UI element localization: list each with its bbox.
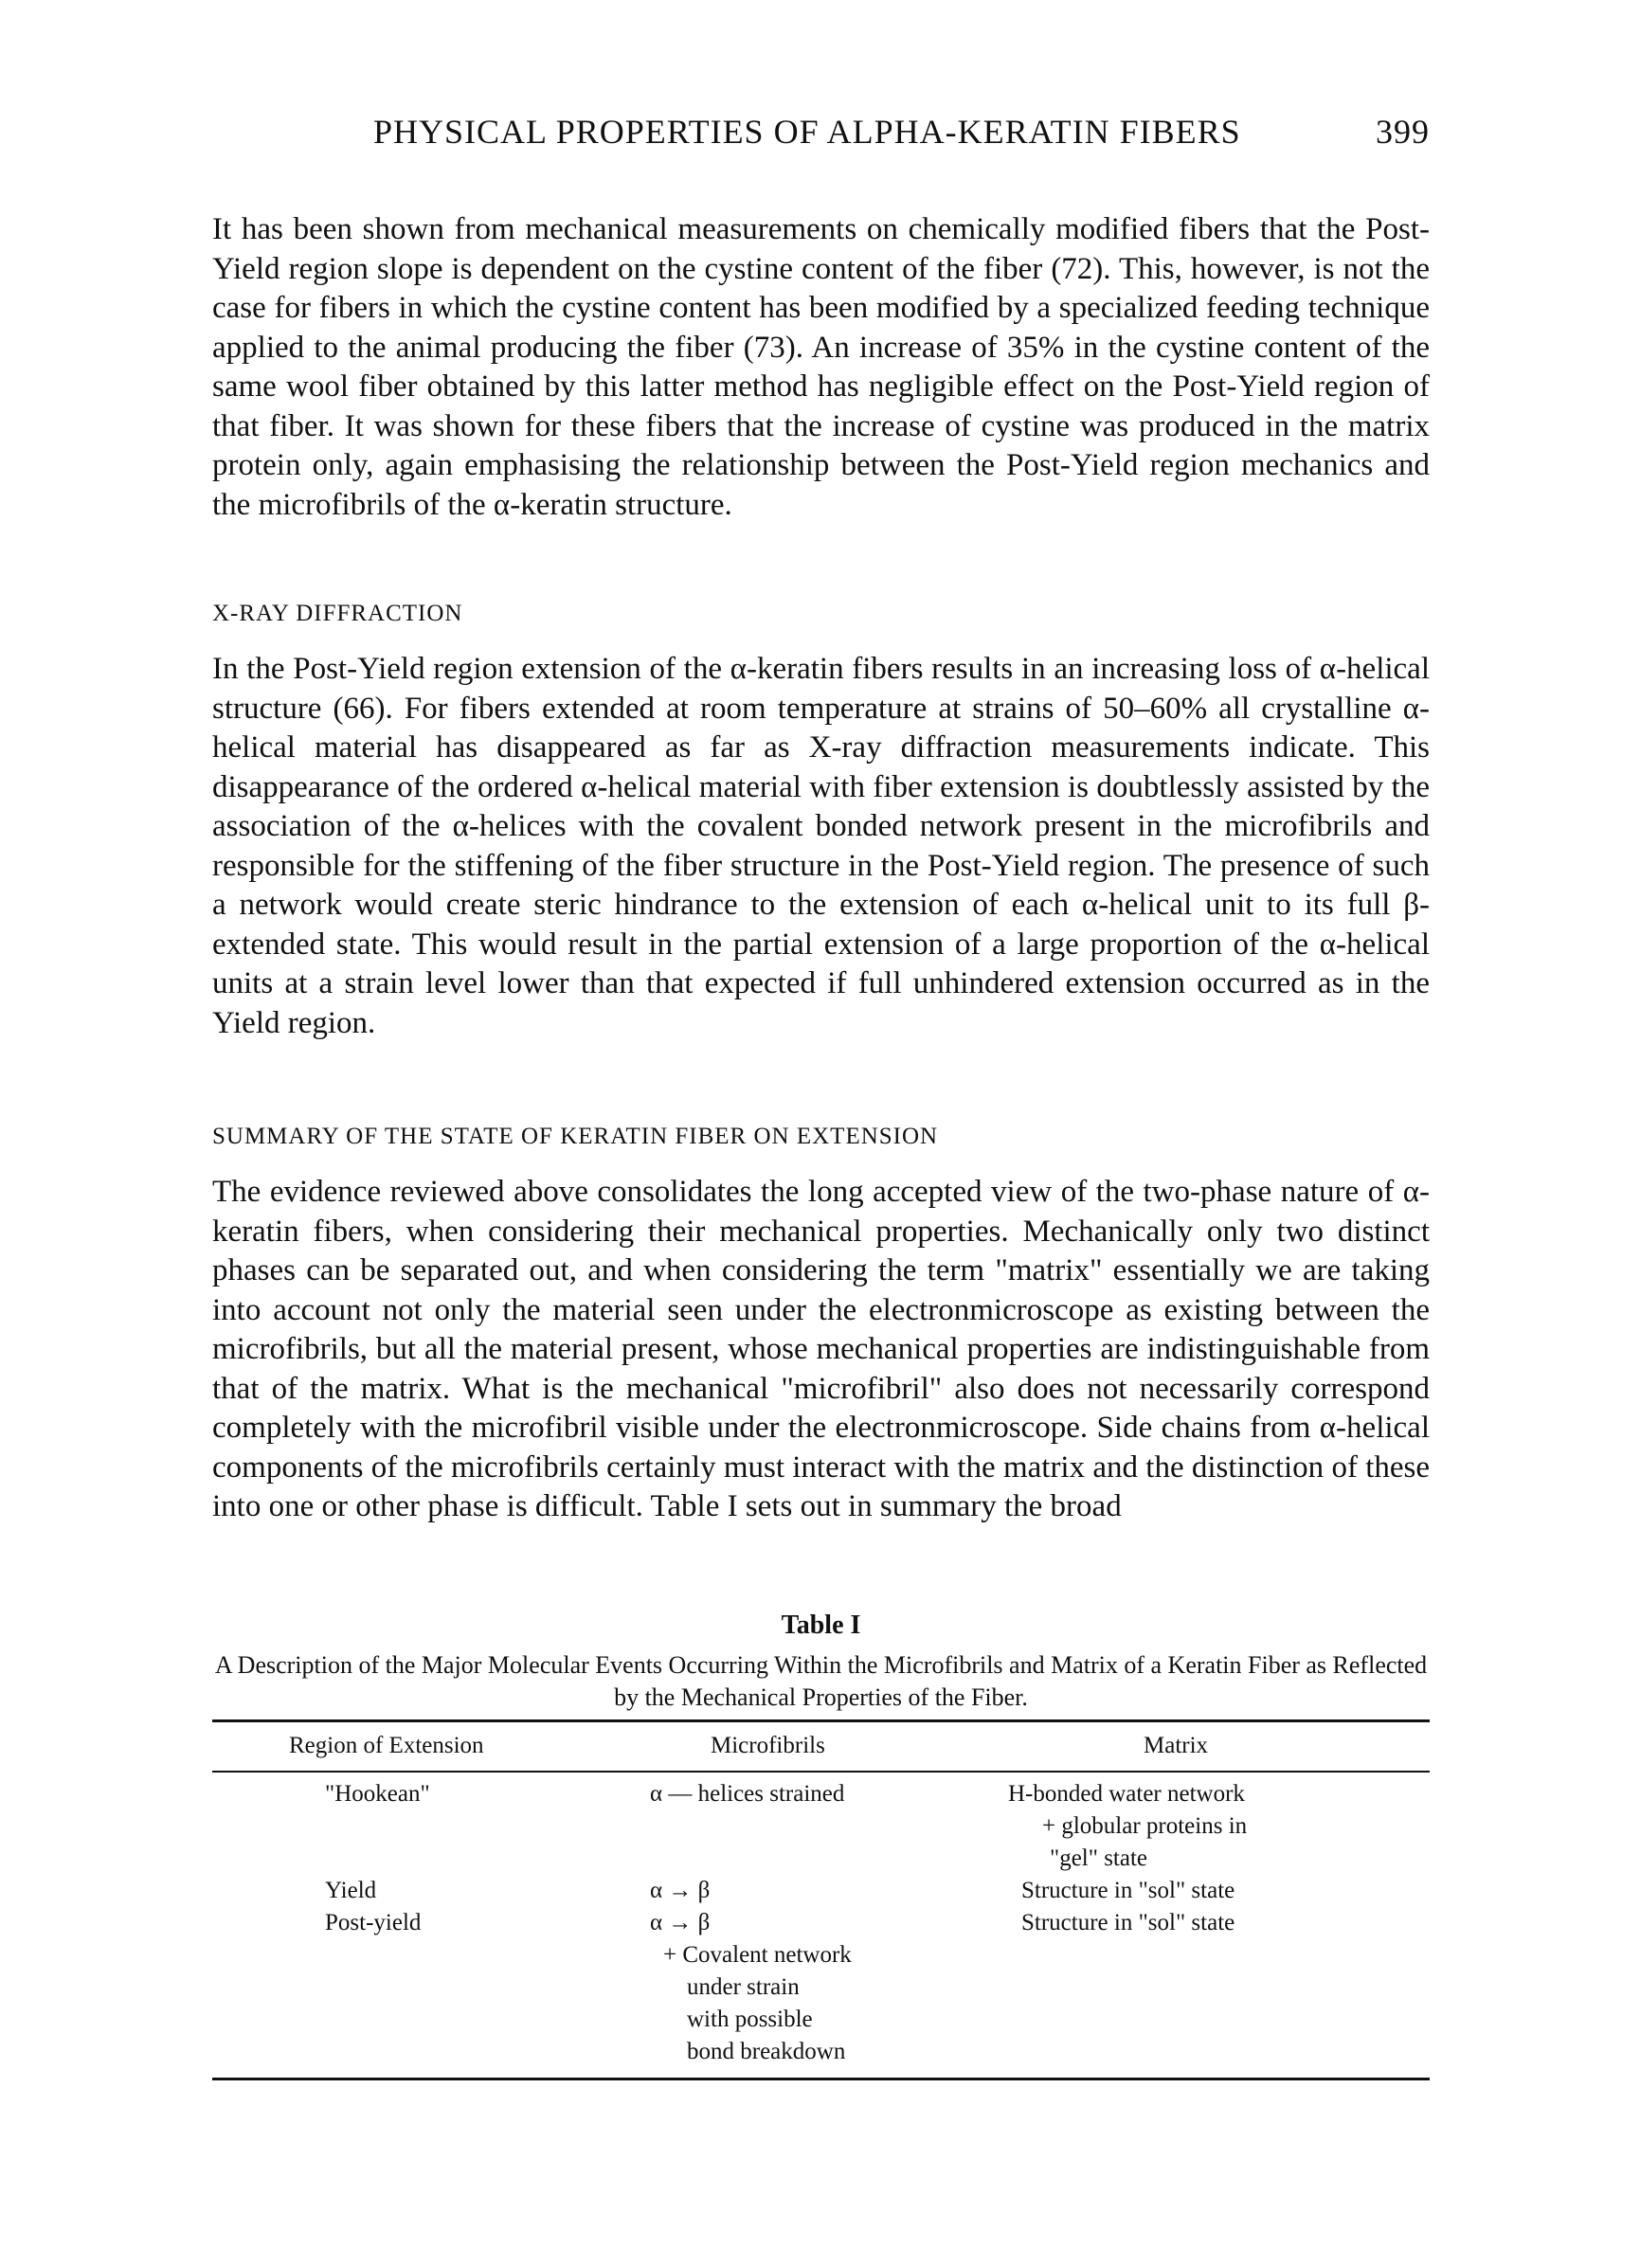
paragraph-summary: The evidence reviewed above consolidates the long accepted view of the two-phase nature of α-keratin fibers, when considering their mechanical properties. Mechanically only two distinct phases can be separated out, and when considering the term "matrix" essentially we are taking into account not only the material seen under the electronmicroscope as existing between the microfibrils, but all the material present, whose mechanical properties are indistinguishable from that of the matrix. What is the mechanical "microfibril" also does not necessarily correspond completely with the microfibril visible under the electronmicroscope. Side chains from α-helical components of the microfibrils certainly must interact with the matrix and the distinction of these into one or other phase is difficult. Table I sets out in summary the broad [212, 1175, 1430, 1523]
table-header-matrix: Matrix [1144, 1733, 1209, 1758]
table-cell-microfibrils: bond breakdown [687, 2039, 846, 2064]
table-cell-microfibrils: α → β [650, 1878, 711, 1903]
paragraph-xray: In the Post-Yield region extension of the α-keratin fibers results in an increasing loss of α-helical structure (66). For fibers extended at room temperature at strains of 50–60% all crystalline α-helical material has disappeared as far as X-ray diffraction measurements indicate. This disappearance of the ordered α-helical material with fiber extension is doubtlessly assisted by the association of the α-helices with the covalent bonded network present in the microfibrils and responsible for the stiffening of the fiber structure in the Post-Yield region. The presence of such a network would create steric hindrance to the extension of each α-helical unit to its full β-extended state. This would result in the partial extension of a large proportion of the α-helical units at a strain level lower than that expected if full unhindered extension occurred as in the Yield region. [212, 652, 1430, 1040]
table-cell-microfibrils: α — helices strained [650, 1781, 845, 1807]
page-header [212, 112, 1430, 159]
table-bottom-rule [212, 2078, 1430, 2080]
paragraph-cystine: It has been shown from mechanical measurements on chemically modified fibers that the Post-Yield region slope is dependent on the cystine content of the fiber (72). This, however, is not the case for fibers in which the cystine content has been modified by a specialized feeding technique applied to the animal producing the fiber (73). An increase of 35% in the cystine content of the same wool fiber obtained by this latter method has negligible effect on the Post-Yield region of that fiber. It was shown for these fibers that the increase of cystine was produced in the matrix protein only, again emphasising the relationship between the Post-Yield region mechanics and the microfibrils of the α-keratin structure. [212, 212, 1430, 522]
table-cell-matrix: H-bonded water network [1008, 1781, 1245, 1807]
table-cell-matrix: Structure in "sol" state [1021, 1910, 1235, 1935]
table-cell-microfibrils: under strain [687, 1974, 800, 2000]
section-heading-summary: SUMMARY OF THE STATE OF KERATIN FIBER ON EXTENSION [212, 1124, 939, 1149]
table-header-region: Region of Extension [289, 1733, 484, 1758]
running-title: PHYSICAL PROPERTIES OF ALPHA-KERATIN FIBERS [373, 113, 1241, 151]
table-header-rule [212, 1771, 1430, 1773]
table-title: Table I [781, 1611, 861, 1640]
table-caption: A Description of the Major Molecular Events Occurring Within the Microfibrils and Matrix of a Keratin Fiber as Reflected by the Mechanical Properties of the Fiber. [214, 1651, 1428, 1711]
table-cell-matrix: + globular proteins in [1042, 1813, 1248, 1839]
table-cell-matrix: "gel" state [1050, 1845, 1148, 1871]
table-cell-matrix: Structure in "sol" state [1021, 1878, 1235, 1903]
table-cell-region: Post-yield [325, 1910, 422, 1935]
page-number: 399 [1376, 113, 1430, 151]
table-header-microfibrils: Microfibrils [711, 1733, 825, 1758]
table-cell-microfibrils: α → β [650, 1910, 711, 1935]
table-cell-region: "Hookean" [325, 1781, 430, 1807]
table-cell-microfibrils: + Covalent network [663, 1942, 852, 1968]
table-cell-region: Yield [325, 1878, 377, 1903]
table-cell-microfibrils: with possible [687, 2007, 813, 2032]
table-top-rule [212, 1719, 1430, 1722]
section-heading-xray: X-RAY DIFFRACTION [212, 601, 463, 626]
